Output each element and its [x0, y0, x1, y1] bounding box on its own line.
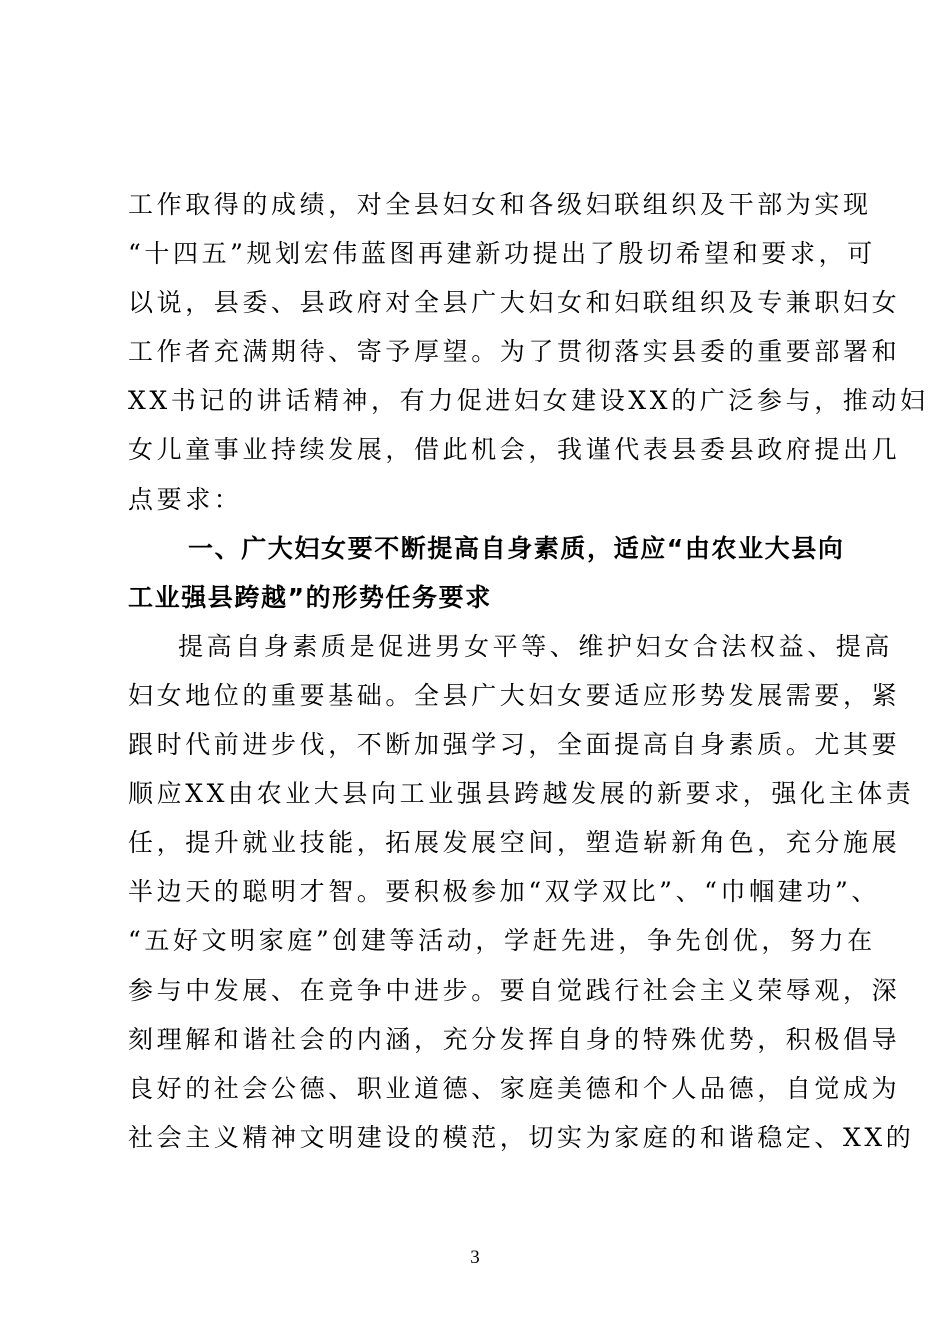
paragraph-line: 妇女地位的重要基础。全县广大妇女要适应形势发展需要，紧 [128, 680, 901, 710]
paragraph-line: 良好的社会公德、职业道德、家庭美德和个人品德，自觉成为 [128, 1073, 901, 1103]
paragraph-line: 半边天的聪明才智。要积极参加“双学双比”、“巾帼建功”、 [128, 877, 880, 907]
paragraph-line: “五好文明家庭”创建等活动，学赶先进，争先创优，努力在 [128, 926, 876, 956]
paragraph-line: 提高自身素质是促进男女平等、维护妇女合法权益、提高 [178, 631, 894, 661]
section-heading: 一、广大妇女要不断提高自身素质，适应“由农业大县向 [188, 533, 845, 563]
paragraph-line: 工作取得的成绩，对全县妇女和各级妇联组织及干部为实现 [128, 190, 872, 219]
paragraph-line: 点要求： [128, 484, 243, 514]
paragraph-line: 社会主义精神文明建设的模范，切实为家庭的和谐稳定、XX的 [128, 1122, 915, 1152]
paragraph-line: 工作者充满期待、寄予厚望。为了贯彻落实县委的重要部署和 [128, 337, 901, 367]
paragraph-line: 女儿童事业持续发展，借此机会，我谨代表县委县政府提出几 [128, 435, 901, 465]
section-heading: 工业强县跨越”的形势任务要求 [128, 582, 492, 612]
paragraph-line: 跟时代前进步伐，不断加强学习，全面提高自身素质。尤其要 [128, 730, 901, 760]
paragraph-line: 任，提升就业技能，拓展发展空间，塑造崭新角色，充分施展 [128, 828, 901, 858]
paragraph-line: XX书记的讲话精神，有力促进妇女建设XX的广泛参与，推动妇 [128, 386, 929, 416]
paragraph-line: 以说，县委、县政府对全县广大妇女和妇联组织及专兼职妇女 [128, 288, 901, 318]
paragraph-line: “十四五”规划宏伟蓝图再建新功提出了殷切希望和要求，可 [128, 239, 876, 269]
paragraph-line: 刻理解和谐社会的内涵，充分发挥自身的特殊优势，积极倡导 [128, 1024, 901, 1054]
page-number: 3 [470, 1247, 480, 1268]
document-body [128, 180, 929, 1162]
paragraph-line: 参与中发展、在竞争中进步。要自觉践行社会主义荣辱观，深 [128, 975, 901, 1005]
paragraph-line: 顺应XX由农业大县向工业强县跨越发展的新要求，强化主体责 [128, 779, 915, 809]
